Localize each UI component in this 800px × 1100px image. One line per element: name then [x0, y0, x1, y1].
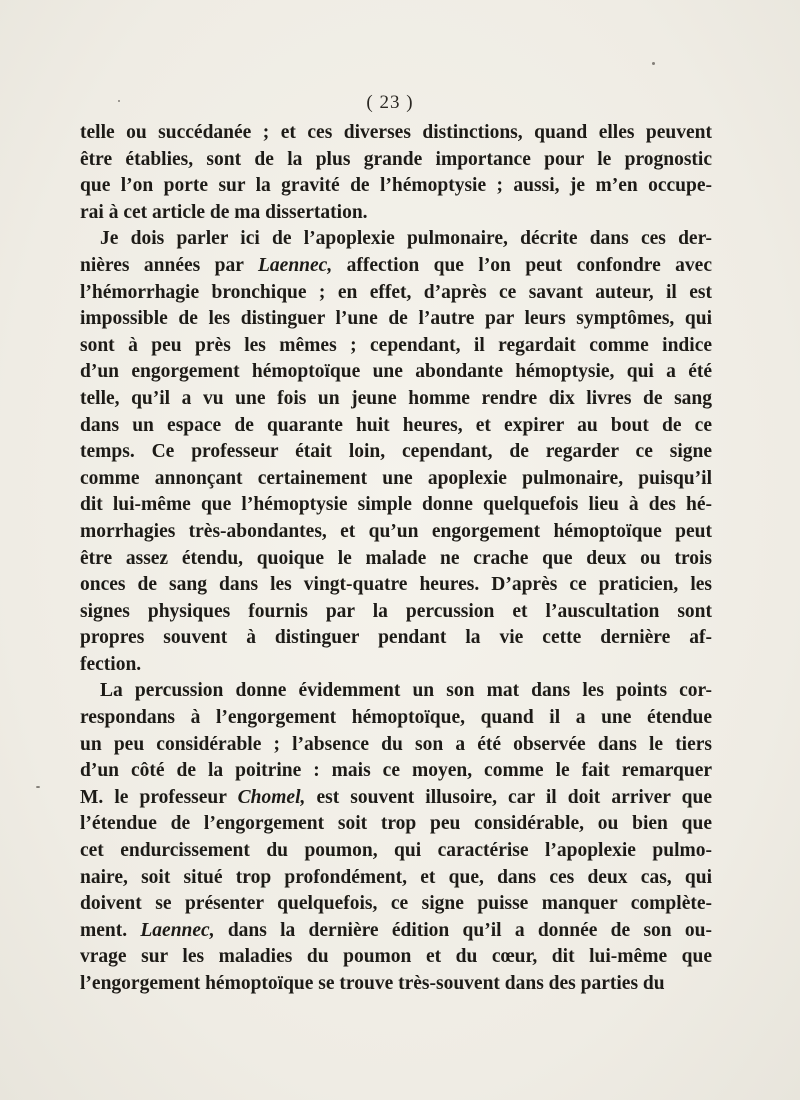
text-line: [80, 200, 712, 227]
text-line: [80, 546, 712, 573]
text-run: l’hémorrhagie bronchique ; en effet, d’après ce savant auteur, il est: [80, 281, 712, 303]
text-run: Je dois parler ici de l’apoplexie pulmonaire, décrite dans ces der-: [100, 228, 712, 250]
text-line: [80, 838, 712, 865]
text-line: [80, 492, 712, 519]
italic-author-name: Laennec,: [258, 254, 333, 276]
text-run: est souvent illusoire, car il doit arriver que: [305, 786, 712, 808]
text-line: [80, 466, 712, 493]
text-line: [80, 226, 712, 253]
page-number: ( 23 ): [366, 92, 414, 113]
body-text: [80, 120, 712, 998]
italic-author-name: Chomel,: [237, 786, 306, 808]
text-line: [80, 439, 712, 466]
text-run: temps. Ce professeur était loin, cependant, de regarder ce signe: [80, 441, 712, 463]
text-run: comme annonçant certainement une apoplexie pulmonaire, puisqu’il: [80, 467, 712, 489]
text-run: un peu considérable ; l’absence du son a été observée dans le tiers: [80, 733, 712, 755]
text-run: rai à cet article de ma dissertation.: [80, 201, 368, 223]
text-run: propres souvent à distinguer pendant la vie cette dernière af-: [80, 627, 712, 649]
text-line: [80, 918, 712, 945]
text-run: être établies, sont de la plus grande importance pour le prognostic: [80, 148, 712, 170]
text-run: signes physiques fournis par la percussion et l’auscultation sont: [80, 600, 712, 622]
text-line: [80, 944, 712, 971]
text-line: [80, 705, 712, 732]
text-line: [80, 519, 712, 546]
paper-speck: [118, 100, 120, 102]
text-run: être assez étendu, quoique le malade ne crache que deux ou trois: [80, 547, 712, 569]
text-run: La percussion donne évidemment un son mat dans les points cor-: [100, 680, 712, 702]
text-line: [80, 173, 712, 200]
text-run: morrhagies très-abondantes, et qu’un engorgement hémoptoïque peut: [80, 520, 712, 542]
text-run: doivent se présenter quelquefois, ce signe puisse manquer complète-: [80, 893, 712, 915]
text-run: dans la dernière édition qu’il a donnée de son ou-: [214, 919, 712, 941]
text-line: [80, 147, 712, 174]
text-line: [80, 758, 712, 785]
text-run: dans un espace de quarante huit heures, et expirer au bout de ce: [80, 414, 712, 436]
text-line: [80, 280, 712, 307]
text-run: naire, soit situé trop profondément, et que, dans ces deux cas, qui: [80, 866, 712, 888]
text-line: [80, 732, 712, 759]
text-line: [80, 625, 712, 652]
text-line: [80, 971, 712, 998]
text-line: [80, 120, 712, 147]
text-line: [80, 678, 712, 705]
text-line: [80, 891, 712, 918]
text-line: [80, 386, 712, 413]
text-run: d’un engorgement hémoptoïque une abondante hémoptysie, qui a été: [80, 361, 712, 383]
italic-author-name: Laennec,: [140, 919, 215, 941]
text-run: que l’on porte sur la gravité de l’hémoptysie ; aussi, je m’en occupe-: [80, 175, 712, 197]
text-line: [80, 785, 712, 812]
text-run: M. le professeur: [80, 786, 238, 808]
text-run: sont à peu près les mêmes ; cependant, il regardait comme indice: [80, 334, 712, 356]
text-run: affection que l’on peut confondre avec: [332, 254, 712, 276]
text-run: fection.: [80, 653, 142, 675]
text-run: d’un côté de la poitrine : mais ce moyen, comme le fait remarquer: [80, 760, 712, 782]
text-run: telle, qu’il a vu une fois un jeune homme rendre dix livres de sang: [80, 387, 712, 409]
text-line: [80, 253, 712, 280]
text-run: cet endurcissement du poumon, qui caractérise l’apoplexie pulmo-: [80, 840, 712, 862]
text-run: l’étendue de l’engorgement soit trop peu considérable, ou bien que: [80, 813, 712, 835]
text-line: [80, 306, 712, 333]
text-line: [80, 359, 712, 386]
text-run: respondans à l’engorgement hémoptoïque, quand il a une étendue: [80, 707, 712, 729]
text-line: [80, 599, 712, 626]
paper-speck: [36, 786, 40, 788]
text-run: vrage sur les maladies du poumon et du cœur, dit lui-même que: [80, 946, 712, 968]
text-run: l’engorgement hémoptoïque se trouve très-souvent dans des parties du: [80, 973, 665, 994]
text-run: dit lui-même que l’hémoptysie simple donne quelquefois lieu à des hé-: [80, 494, 712, 516]
text-run: nières années par: [80, 254, 258, 276]
paper-speck: [652, 62, 655, 65]
text-line: [80, 652, 712, 679]
text-line: [80, 865, 712, 892]
text-line: [80, 413, 712, 440]
text-line: [80, 572, 712, 599]
text-run: onces de sang dans les vingt-quatre heures. D’après ce praticien, les: [80, 574, 712, 596]
text-run: ment.: [80, 919, 141, 941]
text-run: impossible de les distinguer l’une de l’autre par leurs symptômes, qui: [80, 308, 712, 330]
text-line: [80, 811, 712, 838]
text-line: [80, 333, 712, 360]
text-run: telle ou succédanée ; et ces diverses distinctions, quand elles peuvent: [80, 122, 712, 143]
